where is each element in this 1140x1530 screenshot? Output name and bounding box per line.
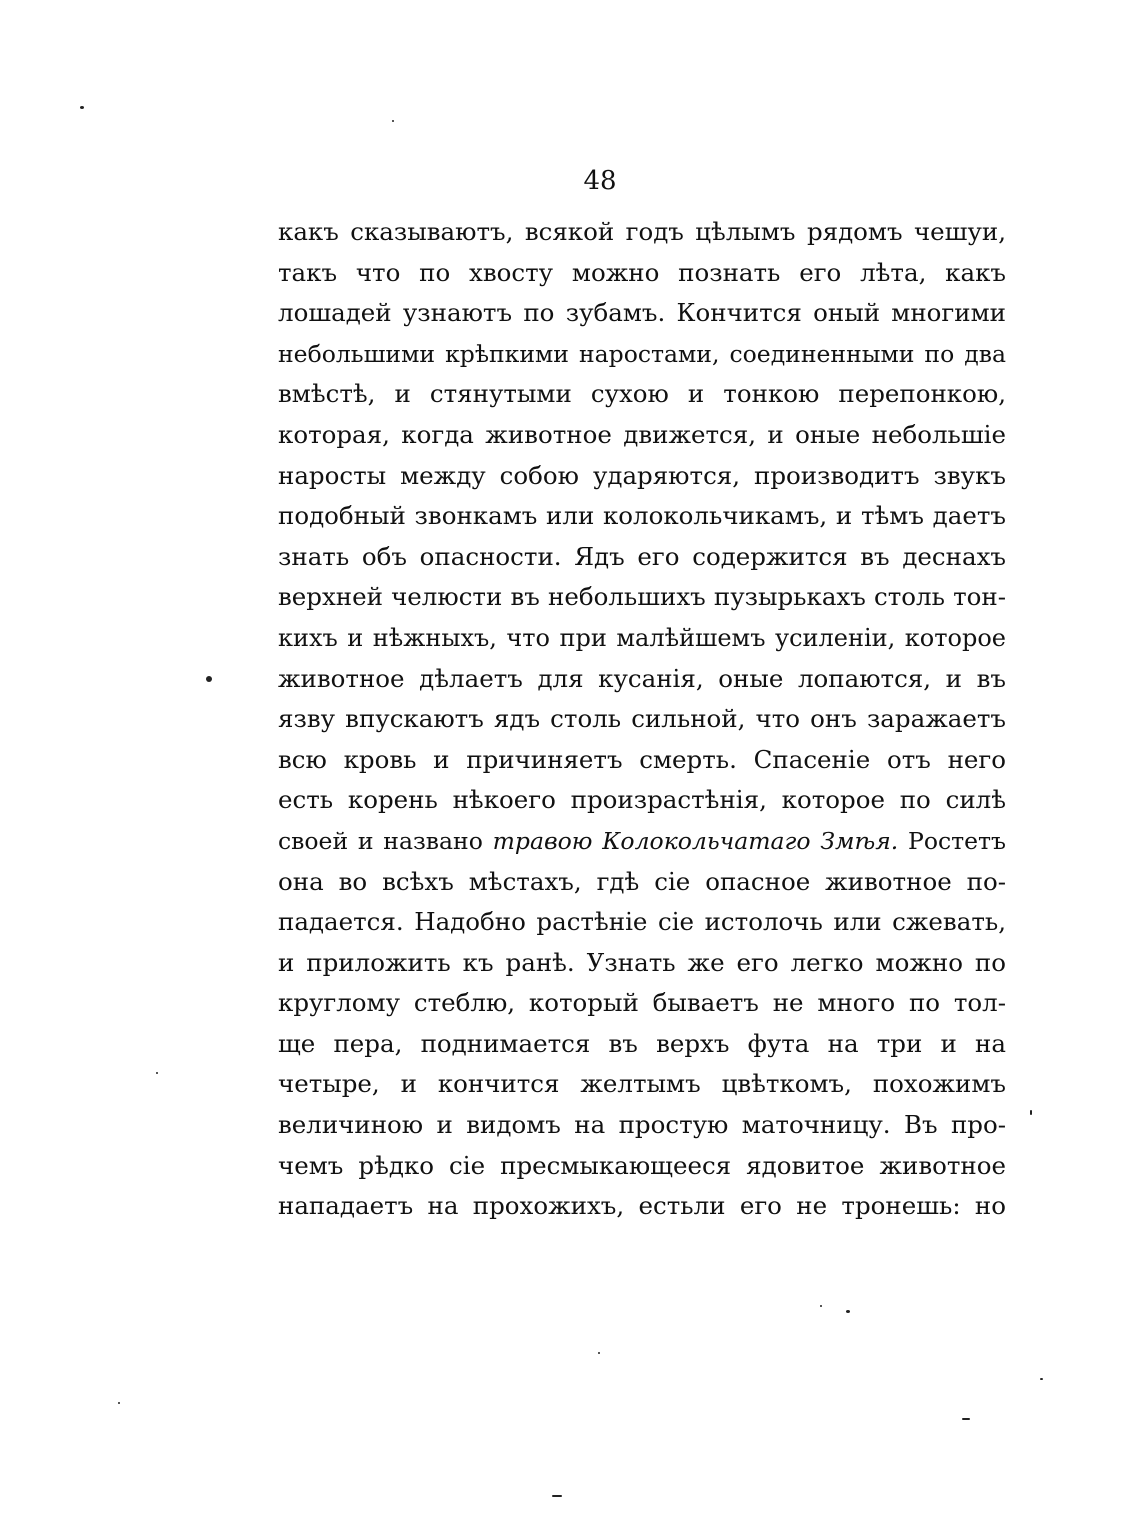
- text-segment: падается. Надобно растѣніе сіе истолочь или сжевать,: [278, 907, 1006, 937]
- text-segment: она во всѣхъ мѣстахъ, гдѣ сіе опасное животное по-: [278, 866, 1006, 896]
- text-segment: кихъ и нѣжныхъ, что при малѣйшемъ усиленіи, которое: [278, 623, 1006, 652]
- text-segment: чемъ рѣдко сіе пресмыкающееся ядовитое животное: [278, 1150, 1006, 1180]
- text-line: [278, 374, 1006, 415]
- text-segment: которая, когда животное движется, и оные небольшіе: [278, 419, 1006, 449]
- text-segment: есть корень нѣкоего произрастѣнія, которое по силѣ: [278, 785, 1006, 815]
- text-line: [278, 1186, 1006, 1227]
- scan-speck: [156, 1072, 158, 1074]
- text-segment: круглому стеблю, который бываетъ не много по тол-: [278, 988, 1006, 1018]
- text-segment: верхней челюсти въ небольшихъ пузырькахъ столь тон-: [278, 582, 1006, 612]
- scan-speck: [846, 1310, 850, 1313]
- text-line: [278, 780, 1006, 821]
- scan-speck: [820, 1305, 822, 1307]
- text-line: [278, 659, 1006, 700]
- text-segment: своей и названо: [278, 826, 493, 855]
- text-segment: подобный звонкамъ или колокольчикамъ, и тѣмъ даетъ: [278, 501, 1006, 531]
- text-line: [278, 983, 1006, 1024]
- text-segment: ще пера, поднимается въ верхъ фута на три и на: [278, 1028, 1006, 1058]
- text-segment: такъ что по хвосту можно познать его лѣта, какъ: [278, 257, 1006, 287]
- text-line: [278, 1146, 1006, 1187]
- text-line: [278, 293, 1006, 334]
- body-text: [278, 212, 1006, 1227]
- text-segment: язву впускаютъ ядъ столь сильной, что онъ заражаетъ: [278, 704, 1006, 734]
- text-segment: животное дѣлаетъ для кусанія, оные лопаются, и въ: [278, 663, 1006, 693]
- text-segment: небольшими крѣпкими наростами, соединенными по два: [278, 339, 1006, 368]
- scan-speck: [80, 106, 84, 109]
- text-line: [278, 862, 1006, 903]
- text-line: [278, 496, 1006, 537]
- scan-speck: [392, 120, 394, 122]
- text-segment: всю кровь и причиняетъ смерть. Спасеніе отъ него: [278, 744, 1006, 774]
- text-segment: величиною и видомъ на простую маточницу. Въ про-: [278, 1110, 1006, 1140]
- text-line: [278, 253, 1006, 294]
- text-segment: какъ сказываютъ, всякой годъ цѣлымъ рядомъ чешуи,: [278, 217, 1006, 246]
- scan-speck: [598, 1352, 600, 1354]
- scan-speck: [1030, 1110, 1032, 1115]
- text-segment: вмѣстѣ, и стянутыми сухою и тонкою перепонкою,: [278, 379, 1006, 409]
- scan-speck: [552, 1495, 562, 1497]
- text-line: [278, 415, 1006, 456]
- text-line: [278, 740, 1006, 781]
- text-line: [278, 1105, 1006, 1146]
- text-line: [278, 943, 1006, 984]
- text-segment: знать объ опасности. Ядъ его содержится въ деснахъ: [278, 541, 1006, 571]
- text-line: [278, 699, 1006, 740]
- text-segment: Ростетъ: [898, 826, 1006, 855]
- text-segment: нападаетъ на прохожихъ, естьли его не тронешь: но: [278, 1191, 1006, 1221]
- scan-speck: [1040, 1378, 1043, 1380]
- text-line: [278, 821, 1006, 862]
- text-line: [278, 1024, 1006, 1065]
- text-line: [278, 212, 1006, 253]
- scan-speck: [206, 676, 212, 682]
- page-number: 48: [583, 166, 617, 196]
- text-segment: наросты между собою ударяются, производитъ звукъ: [278, 460, 1006, 490]
- text-segment: четыре, и кончится желтымъ цвѣткомъ, похожимъ: [278, 1069, 1006, 1099]
- text-segment: лошадей узнаютъ по зубамъ. Кончится оный многими: [278, 298, 1006, 328]
- scan-speck: [118, 1402, 120, 1404]
- text-line: [278, 334, 1006, 375]
- italic-term: травою Колокольчатаго Змѣя.: [492, 826, 899, 855]
- text-segment: и приложить къ ранѣ. Узнать же его легко можно по: [278, 947, 1006, 977]
- text-line: [278, 1064, 1006, 1105]
- text-line: [278, 537, 1006, 578]
- text-line: [278, 577, 1006, 618]
- text-line: [278, 902, 1006, 943]
- scan-speck: [962, 1418, 970, 1420]
- text-line: [278, 456, 1006, 497]
- text-line: [278, 618, 1006, 659]
